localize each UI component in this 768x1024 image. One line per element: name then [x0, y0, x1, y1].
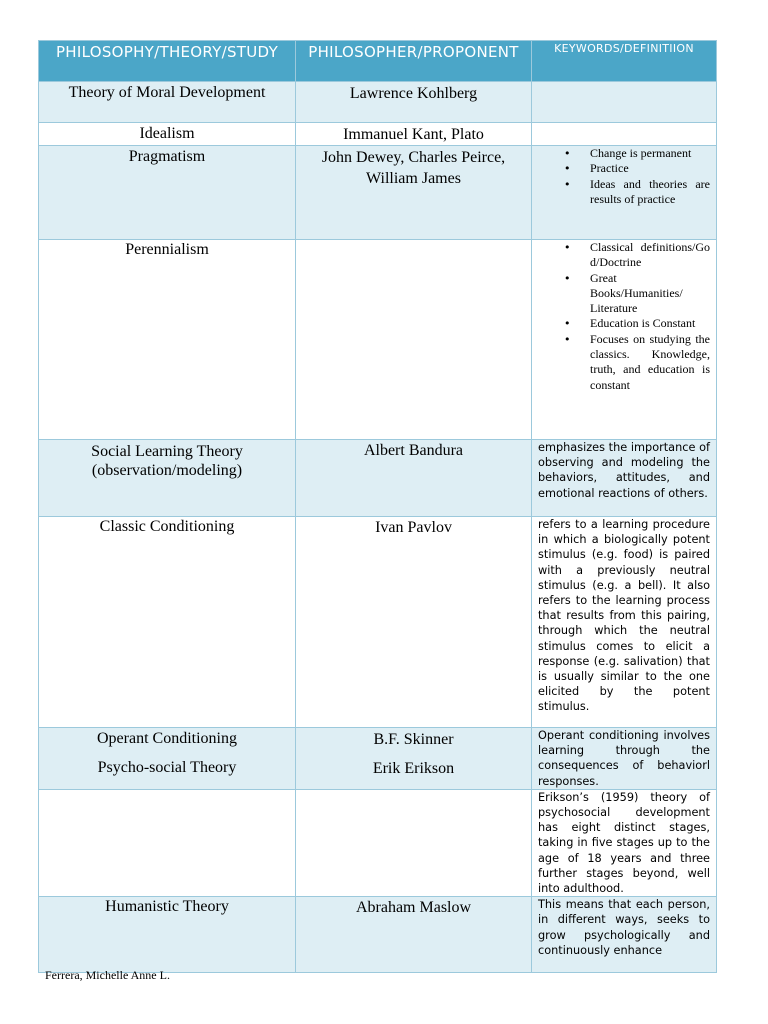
definition-text: refers to a learning procedure in which a biologically potent stimulus (e.g. food) is paired with a previously neutral stimulus (e.g. a bell). It also refers to the learning process that results from this pairing, through which the neutral stimulus comes to elicit a response (e.g. salivation) that is usually similar to the one elicited by the potent stimulus. — [538, 518, 710, 714]
table-row — [39, 440, 717, 517]
table-row — [39, 517, 717, 728]
philosopher-name: John Dewey, Charles Peirce, William James — [321, 149, 506, 187]
table-row — [39, 146, 717, 240]
keywords-list — [538, 240, 710, 393]
header-philosopher: PHILOSOPHER/PROPONENT — [296, 41, 532, 82]
keyword-item: • Education is Constant — [590, 316, 710, 331]
theory-name: Classic Conditioning — [99, 518, 235, 535]
definition-text: This means that each person, in different ways, seeks to grow psychologically and continuously enhance — [538, 898, 710, 957]
table-row — [39, 897, 717, 973]
table-row — [39, 240, 717, 440]
theory-name: Perennialism — [125, 241, 209, 258]
definition-text: Erikson’s (1959) theory of psychosocial development has eight distinct stages, taking in five stages up to the age of 18 years and three further stages beyond, well into adulthood. — [538, 790, 710, 896]
philosopher-name: Ivan Pavlov — [375, 519, 452, 536]
footer-author: Ferrera, Michelle Anne L. — [45, 968, 170, 982]
keyword-item: • Classical definitions/God/Doctrine — [590, 240, 710, 271]
theory-name: Psycho-social Theory — [97, 758, 237, 776]
keywords-cell — [532, 146, 716, 207]
philosopher-name: Immanuel Kant, Plato — [343, 126, 484, 143]
table-row — [39, 789, 717, 896]
definition-text: Operant conditioning involves learning through the consequences of behaviorl responses. — [538, 729, 710, 788]
keyword-item: • Ideas and theories are results of practice — [590, 177, 710, 208]
theory-name: Theory of Moral Development — [68, 84, 266, 101]
keyword-item: • Focuses on studying the classics. Knowledge, truth, and education is constant — [590, 332, 710, 393]
theory-name: Pragmatism — [128, 148, 206, 165]
header-philosophy: PHILOSOPHY/THEORY/STUDY — [39, 41, 296, 82]
definition-text: emphasizes the importance of observing and modeling the behaviors, attitudes, and emotional reactions of others. — [538, 441, 710, 500]
philosopher-name: B.F. Skinner — [373, 731, 454, 748]
theory-name: Operant Conditioning — [97, 730, 237, 747]
keywords-list — [538, 146, 710, 207]
philosopher-name: Erik Erikson — [372, 759, 455, 777]
keyword-item: • Practice — [590, 161, 710, 176]
theory-name: Idealism — [139, 125, 195, 142]
keyword-item: • Great Books/Humanities/ Literature — [590, 271, 710, 317]
theory-name: Social Learning Theory (observation/modeling) — [91, 443, 243, 479]
table-header-row — [39, 41, 717, 82]
philosophy-table — [38, 40, 717, 973]
theory-name: Humanistic Theory — [105, 898, 229, 916]
philosopher-name: Albert Bandura — [363, 442, 464, 459]
keywords-cell — [532, 240, 716, 393]
philosopher-name: Abraham Maslow — [355, 899, 472, 917]
table-row — [39, 82, 717, 123]
header-keywords: KEYWORDS/DEFINITIION — [532, 41, 717, 82]
keyword-item: • Change is permanent — [590, 146, 710, 161]
table-row — [39, 123, 717, 146]
philosopher-name: Lawrence Kohlberg — [349, 85, 478, 102]
